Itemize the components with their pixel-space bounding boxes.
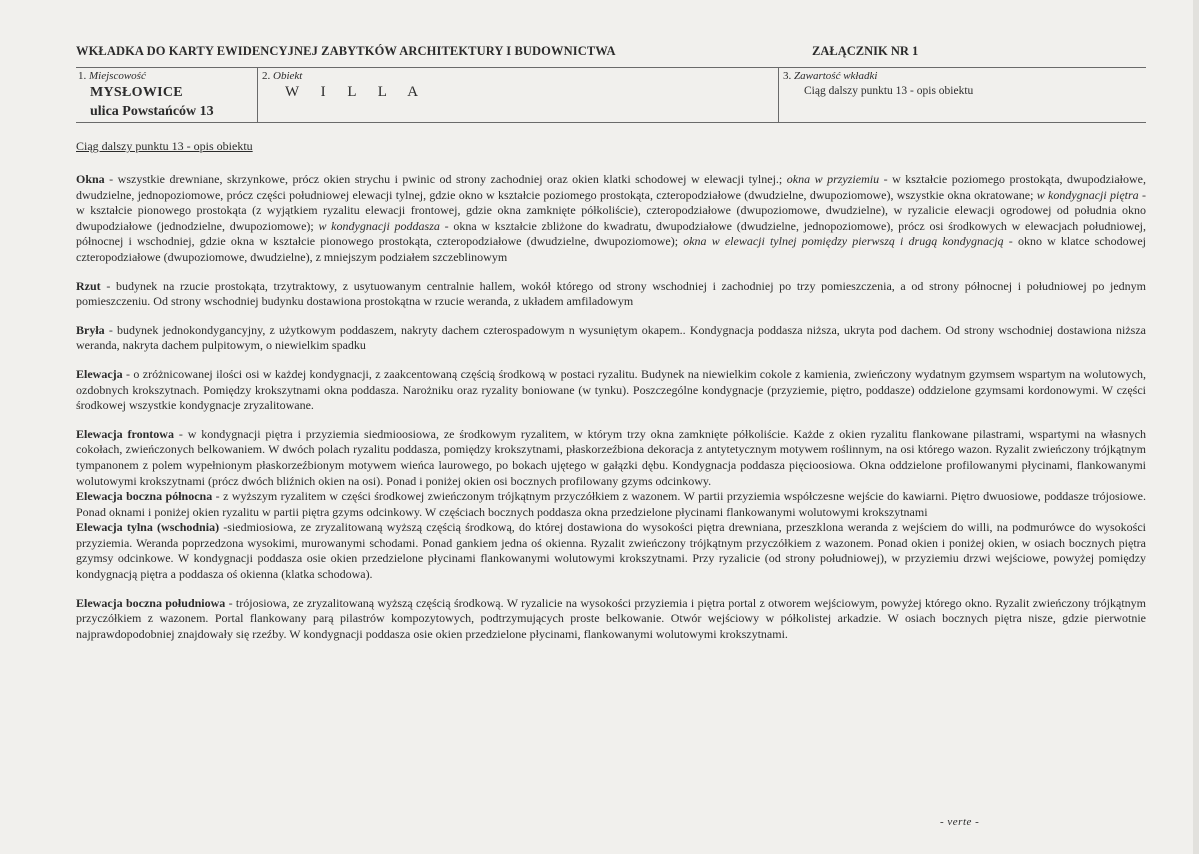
text-segment: - w kształcie pionowego prostokąta (z wyjątkiem ryzalitu elewacji frontowej, gdzie okna zamknięte półkoliście), czteropodziałowe (dwupoziomowe, dwudzielne), w ryzalicie elewacji ogrodowej od południa okno dwupodziałowe (jednodzielne, dwupoziomowe); xyxy=(76,187,1146,233)
content-value: Ciąg dalszy punktu 13 - opis obiektu xyxy=(804,85,974,97)
content-label-text: Zawartość wkładki xyxy=(794,70,878,82)
object-label xyxy=(262,70,302,82)
italic-term: okna w przyziemiu xyxy=(786,172,880,186)
text-segment: - budynek jednokondygancyjny, z użytkowym poddaszem, nakryty dachem czterospadowym n wysuniętym okapem.. Kondygnacja poddasza niższa, ukryta pod dachem. Od strony wschodniej dostawiona niższa weranda, nakryta dachem pulpitowym, o niewielkim spadku xyxy=(76,322,1146,353)
paper-edge xyxy=(1193,0,1199,854)
term-okna: Okna xyxy=(76,172,105,186)
italic-term: w kondygnacji piętra xyxy=(1036,187,1139,202)
text-segment: - budynek na rzucie prostokąta, trzytraktowy, z usytuowanym centralnie hallem, wokół którego od strony wschodniej i zachodniej po trzy pomieszczenia, a od strony północnej i południowej po jednym pomieszczeniu. Od strony wschodniej budynku dostawiona prostokątna w rzucie weranda, z układem amfiladowym xyxy=(76,278,1146,309)
text-segment: - w kształcie poziomego prostokąta, dwupodziałowe, dwudzielne, jednopoziomowe, prócz części południowej elewacji tylnej, gdzie okno w kształcie poziomego prostokąta, czteropodziałowe (dwudzielne, dwupoziomowe), wszystkie okna okratowane; xyxy=(76,172,1146,202)
content-number: 3. xyxy=(783,70,792,82)
document-title: WKŁADKA DO KARTY EWIDENCYJNEJ ZABYTKÓW ARCHITEKTURY I BUDOWNICTWA xyxy=(76,44,616,58)
paragraph-rzut xyxy=(76,279,1146,310)
paragraph-elewacja-tylna xyxy=(76,520,1146,582)
term-rzut: Rzut xyxy=(76,278,101,293)
term-elewacja-polnocna: Elewacja boczna północna xyxy=(76,489,213,504)
text-segment: - okno w klatce schodowej czteropodziałowe (dwupoziomowe, dwudzielne), z mniejszym podziałem szczeblinowym xyxy=(76,234,1147,264)
cell-divider-1 xyxy=(257,67,258,123)
term-elewacja: Elewacja xyxy=(76,366,123,381)
description-body xyxy=(76,172,1146,642)
place-label xyxy=(78,70,146,82)
text-segment: - o zróżnicowanej ilości osi w każdej kondygnacji, z zaakcentowaną częścią środkową w postaci ryzalitu. Budynek na niewielkim cokole z kamienia, zwieńczony wydatnym gzymsem wspartym na wolutowych, ozdobnych krokszytnach. Pomiędzy krokszytnami okna poddasza. Narożniku oraz ryzality boniowane (w tynku). Poszczególne kondygnacje (przyziemie, piętro, poddasze) oddzielone gzymsami kordonowymi. W części środkowej wszystkie kondygnacje zryzalitowane. xyxy=(76,366,1146,413)
city-name: MYSŁOWICE xyxy=(90,85,183,100)
italic-term: okna w elewacji tylnej pomiędzy pierwszą i drugą kondygnacją xyxy=(683,234,1004,249)
street-address: ulica Powstańców 13 xyxy=(90,104,214,119)
term-bryla: Bryła xyxy=(76,322,105,337)
object-value: W I L L A xyxy=(285,84,428,100)
object-number: 2. xyxy=(262,70,271,82)
place-number: 1. xyxy=(78,70,87,82)
paragraph-elewacja xyxy=(76,367,1146,414)
header-bottom-rule xyxy=(76,122,1146,123)
text-segment: - wszystkie drewniane, skrzynkowe, prócz okien strychu i pwinic od strony zachodniej oraz okien klatki schodowej w elewacji tylnej.; xyxy=(104,172,787,186)
text-segment: - trójosiowa, ze zryzalitowaną wyższą częścią środkową. W ryzalicie na wysokości przyziemia i piętra portal z otworem wejściowym, powyżej którego okno. Ryzalit zwieńczony trójkątnym przyczółkiem z wazonem. Portal flankowany parą pilastrów kompozytowych, podtrzymujących proste belkowanie. Otwór wejściowy w półkolistej arkadzie. W osiach bocznych piętra nisze, gdzie pierwotnie najprawdopodobniej znajdowały się rzeźby. W kondygnacji poddasza osie okien przedzielone płycinami, flankowanymi wolutowymi krokszytnami. xyxy=(76,595,1146,641)
italic-term: w kondygnacji poddasza xyxy=(318,218,440,233)
text-segment: - w kondygnacji piętra i przyziemia siedmioosiowa, ze środkowym ryzalitem, w którym trzy okna zamknięte półkoliście. Każde z okien ryzalitu flankowane pilastrami, wspartymi na własnych cokołach, zwieńczonych belkowaniem. W dwóch polach ryzalitu poddasza, pomiędzy krokszytnami, płaskorzeźbiona dekoracja z antytetycznym motywem roślinnym, na osi którego wazon. Ryzalit zwieńczony trójkątnym tympanonem z polem wypełnionym płaskorzeźbionym motywem wieńca laurowego, po bokach ujętego w gałązki dębu. Kondygnacja poddasza pięcioosiowa. Okna oddzielone profilowanymi płycinami, flankowanymi wolutowymi krokszytnami (prócz dwóch bliźnich okien na osi). Ponad i poniżej okien osi bocznych profilowany gzyms odcinkowy. xyxy=(76,426,1147,488)
cell-divider-2 xyxy=(778,67,779,123)
place-label-text: Miejscowość xyxy=(89,70,146,82)
paragraph-bryla xyxy=(76,323,1146,354)
header-top-rule xyxy=(76,67,1146,68)
paragraph-elewacja-frontowa xyxy=(76,427,1146,489)
verte-note: - verte - xyxy=(940,816,980,828)
text-segment: - okna w kształcie zbliżone do kwadratu, dwupodziałowe (dwudzielne, jednopoziomowe), prócz osi środkowych w elewacjach południowej, północnej i wschodniej, gdzie okna w kształcie pionowego prostokąta, czteropodziałowe (dwudzielne, dwupoziomowe); xyxy=(76,218,1147,249)
paragraph-elewacja-poludniowa xyxy=(76,596,1146,643)
text-segment: - z wyższym ryzalitem w części środkowej zwieńczonym trójkątnym przyczółkiem z wazonem. W partii przyziemia współczesne wejście do kawiarni. Piętro dwuosiowe, poddasze trójosiowe. Ponad oknami i poniżej okien ryzalitu w partii piętra gzyms odcinkowy. W częściach bocznych poddasza okna przedzielone płycinami flankowanymi wolutowymi krokszytnami xyxy=(76,489,1147,519)
content-label xyxy=(783,70,877,82)
object-label-text: Obiekt xyxy=(273,70,303,82)
annex-label: ZAŁĄCZNIK NR 1 xyxy=(812,44,919,58)
term-elewacja-tylna: Elewacja tylna (wschodnia) xyxy=(76,520,220,535)
paragraph-elewacja-polnocna xyxy=(76,489,1146,520)
paragraph-okna xyxy=(76,172,1146,266)
term-elewacja-poludniowa: Elewacja boczna południowa xyxy=(76,595,226,610)
text-segment: -siedmiosiowa, ze zryzalitowaną wyższą częścią środkową, do której dostawiona do wysokości piętra drewniana, przeszklona weranda z wejściem do willi, na podmurówce do wysokości przyziemia. Weranda poprzedzona wysokimi, murowanymi schodami. Ponad gankiem jedna oś okienna. Ryzalit zwieńczony trójkątnym przyczółkiem z wazonem. Ponad okien i poniżej okien, w osiach bocznych piętra gzymsy odcinkowe. W kondygnacji poddasza osie okien przedzielone płycinami flankowanymi wolutowymi krokszytnami. Przy ryzalicie (od strony południowej), w przyziemiu drzwi wejściowe, powyżej pomiędzy kondygnacją piętra a poddasza oś okienna (klatka schodowa). xyxy=(76,520,1146,582)
term-elewacja-frontowa: Elewacja frontowa xyxy=(76,426,174,441)
section-heading: Ciąg dalszy punktu 13 - opis obiektu xyxy=(76,139,253,153)
